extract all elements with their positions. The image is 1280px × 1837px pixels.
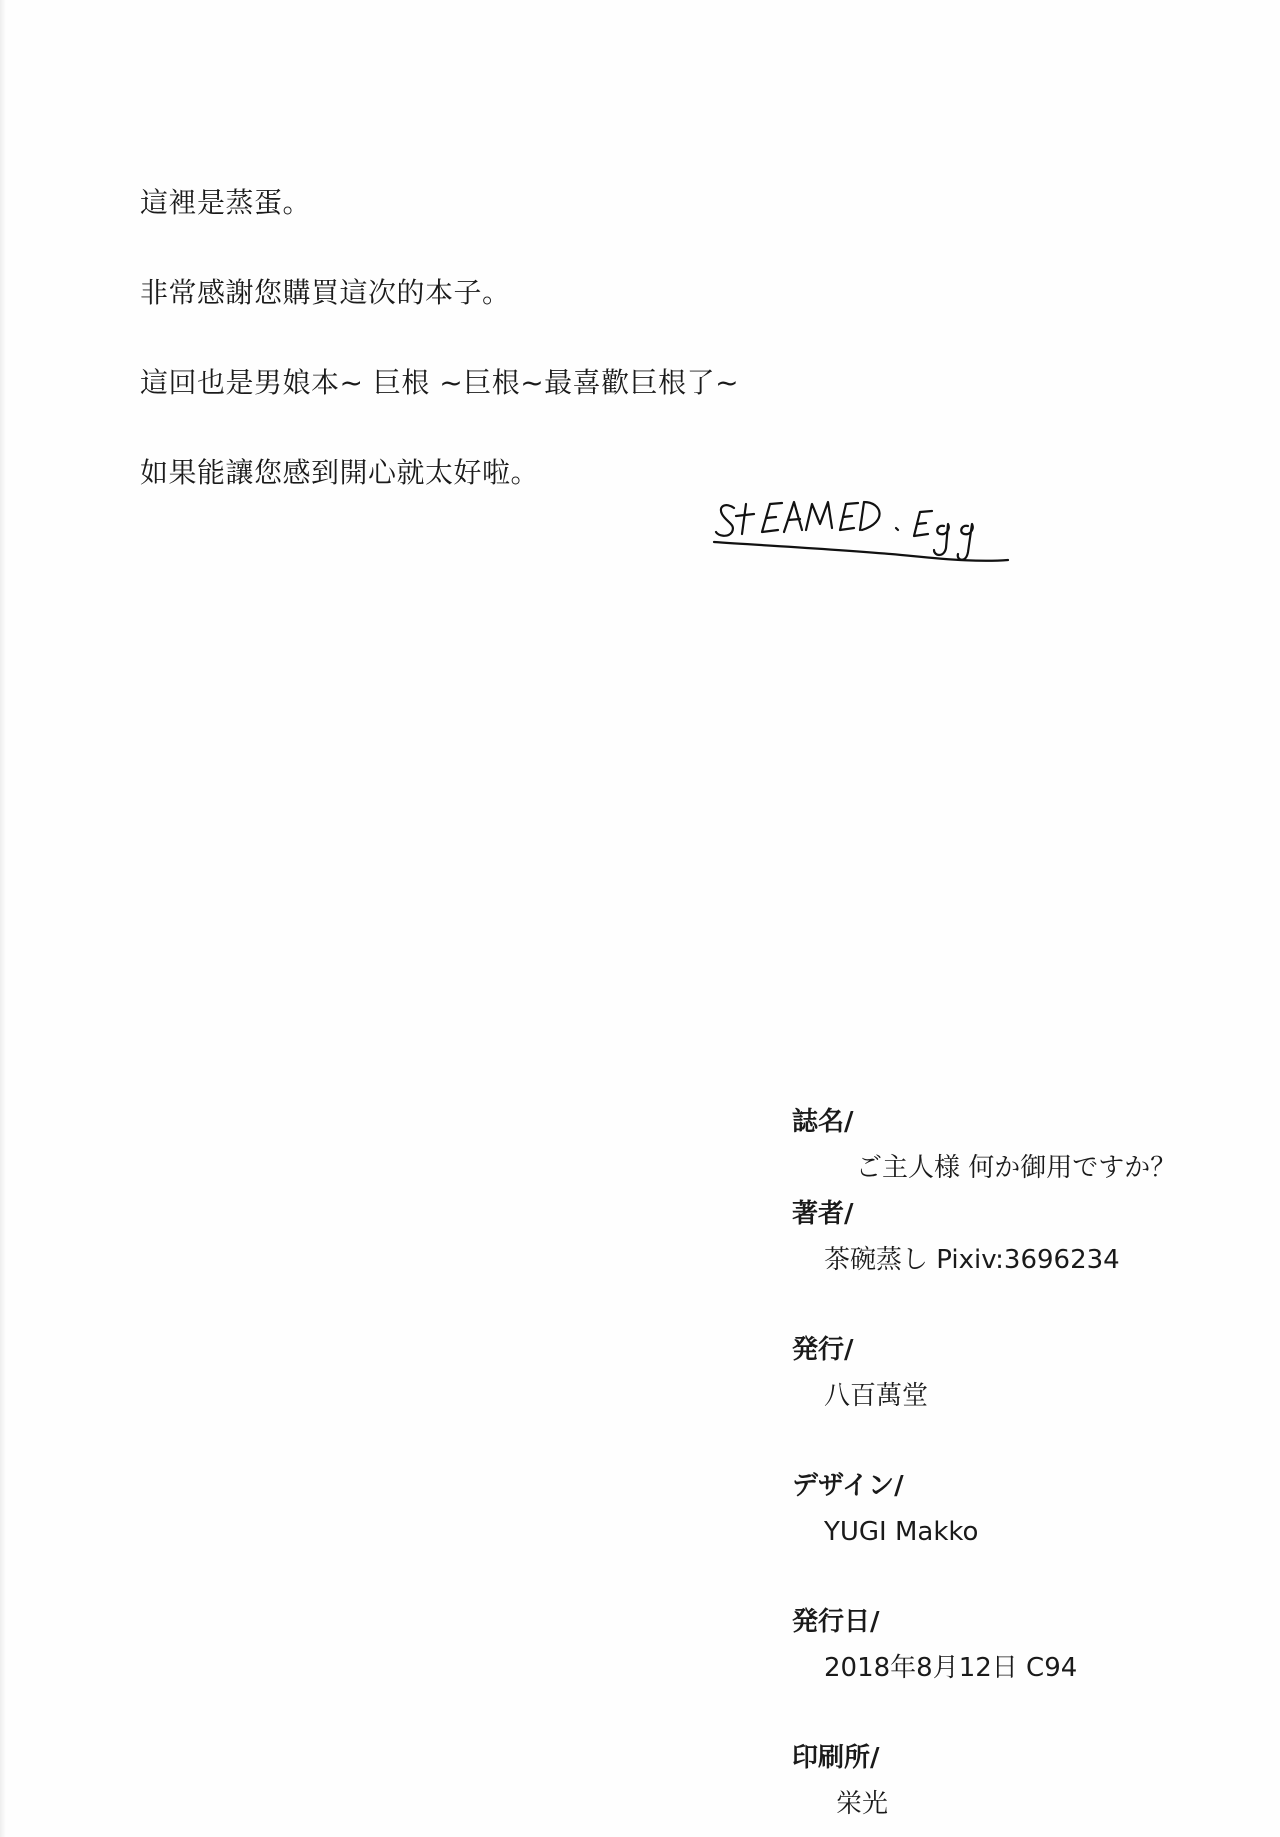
afterword-line-2: 非常感謝您購買這次的本子。 <box>140 276 511 309</box>
colophon <box>792 1105 1232 1821</box>
title-value: ご主人様 何か御用ですか？ <box>856 1153 1177 1183</box>
publisher-label: 発行/ <box>792 1335 854 1365</box>
handwritten-signature <box>712 490 1012 600</box>
author-label: 著者/ <box>792 1199 854 1229</box>
design-value: YUGI Makko <box>824 1517 979 1547</box>
afterword-line-1: 這裡是蒸蛋。 <box>140 186 312 219</box>
page-edge-shadow <box>0 0 6 1837</box>
printer-label: 印刷所/ <box>792 1743 880 1773</box>
publisher-value: 八百萬堂 <box>824 1381 929 1411</box>
date-label: 発行日/ <box>792 1607 880 1637</box>
design-label: デザイン/ <box>792 1471 904 1501</box>
printer-value: 栄光 <box>836 1789 889 1819</box>
author-value: 茶碗蒸し Pixiv:3696234 <box>824 1245 1120 1275</box>
date-value: 2018年8月12日 C94 <box>824 1653 1078 1683</box>
afterword-line-3: 這回也是男娘本~ 巨根 ~巨根~最喜歡巨根了~ <box>140 366 740 399</box>
signature-drawing <box>712 490 1012 600</box>
afterword-line-4: 如果能讓您感到開心就太好啦。 <box>140 456 540 489</box>
title-label: 誌名/ <box>792 1107 854 1137</box>
